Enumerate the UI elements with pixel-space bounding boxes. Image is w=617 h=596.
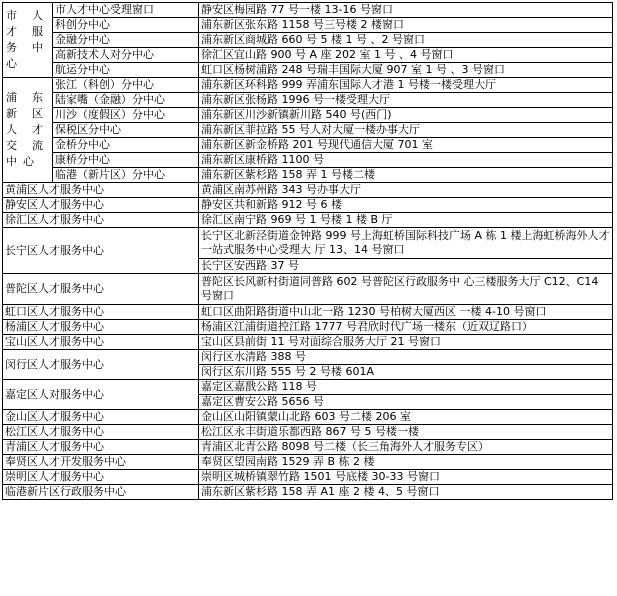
branch-name: 科创分中心 — [53, 18, 199, 33]
table-row — [3, 228, 613, 259]
table-row — [3, 48, 613, 63]
center-name: 徐汇区人才服务中心 — [3, 213, 199, 228]
table-row — [3, 274, 613, 305]
branch-name: 张江（科创）分中心 — [53, 78, 199, 93]
center-address: 嘉定区曹安公路 5656 号 — [199, 395, 613, 410]
center-address: 杨浦区江浦街道控江路 1777 号君欣时代广场一楼东（近双辽路口） — [199, 320, 613, 335]
branch-address: 浦东新区张东路 1158 号三号楼 2 楼窗口 — [199, 18, 613, 33]
service-center-table-container — [2, 2, 613, 500]
branch-name: 金融分中心 — [53, 33, 199, 48]
branch-name: 临港（新片区）分中心 — [53, 168, 199, 183]
center-address: 奉贤区望园南路 1529 弄 B 栋 2 楼 — [199, 455, 613, 470]
center-address: 青浦区北青公路 8098 号二楼（长三角海外人才服务专区） — [199, 440, 613, 455]
branch-name: 市人才中心受理窗口 — [53, 3, 199, 18]
branch-address: 浦东新区菲拉路 55 号人对大厦一楼办事大厅 — [199, 123, 613, 138]
table-row — [3, 78, 613, 93]
center-address: 金山区山阳镇蒙山北路 603 号二楼 206 室 — [199, 410, 613, 425]
branch-address: 浦东新区康桥路 1100 号 — [199, 153, 613, 168]
table-row — [3, 455, 613, 470]
center-address: 闵行区水清路 388 号 — [199, 350, 613, 365]
table-row — [3, 320, 613, 335]
center-name: 金山区人才服务中心 — [3, 410, 199, 425]
table-row — [3, 305, 613, 320]
table-row — [3, 198, 613, 213]
center-address: 普陀区长风新村街道同普路 602 号普陀区行政服务中 心三楼服务大厅 C12、C14 号窗口 — [199, 274, 613, 305]
branch-address: 浦东新区紫杉路 158 弄 1 号楼二楼 — [199, 168, 613, 183]
center-address: 嘉定区嘉戬公路 118 号 — [199, 380, 613, 395]
table-row — [3, 138, 613, 153]
group-label: 浦东新区人才交流中心 — [3, 78, 53, 183]
table-row — [3, 425, 613, 440]
center-address: 闵行区东川路 555 号 2 号楼 601A — [199, 365, 613, 380]
center-name: 崇明区人才服务中心 — [3, 470, 199, 485]
branch-address: 静安区梅园路 77 号一楼 13-16 号窗口 — [199, 3, 613, 18]
branch-address: 浦东新区环科路 999 弄浦东国际人才港 1 号楼一楼受理大厅 — [199, 78, 613, 93]
center-name: 虹口区人才服务中心 — [3, 305, 199, 320]
branch-name: 高新技术人对分中心 — [53, 48, 199, 63]
branch-name: 康桥分中心 — [53, 153, 199, 168]
center-name: 嘉定区人对服务中心 — [3, 380, 199, 410]
table-row — [3, 183, 613, 198]
center-name: 临港新片区行政服务中心 — [3, 485, 199, 500]
center-name: 奉贤区人才开发服务中心 — [3, 455, 199, 470]
table-row — [3, 108, 613, 123]
branch-address: 虹口区杨树浦路 248 号瑞丰国际大厦 907 室 1 号 、3 号窗口 — [199, 63, 613, 78]
service-center-table — [2, 2, 613, 500]
table-row — [3, 335, 613, 350]
branch-address: 浦东新区张杨路 1996 号一楼受理大厅 — [199, 93, 613, 108]
center-name: 长宁区人才服务中心 — [3, 228, 199, 274]
table-row — [3, 153, 613, 168]
table-row — [3, 485, 613, 500]
center-name: 普陀区人才服务中心 — [3, 274, 199, 305]
center-address: 长宁区北新泾街道金钟路 999 号上海虹桥国际科技广场 A 栋 1 楼上海虹桥海外人才一站式服务中心受理大 厅 13、14 号窗口 — [199, 228, 613, 259]
center-address: 浦东新区紫杉路 158 弄 A1 座 2 楼 4、5 号窗口 — [199, 485, 613, 500]
table-row — [3, 440, 613, 455]
branch-address: 浦东新区川沙新镇新川路 540 号(西门) — [199, 108, 613, 123]
group-label: 市人才服务中心 — [3, 3, 53, 78]
center-name: 宝山区人才服务中心 — [3, 335, 199, 350]
center-address: 徐汇区南宁路 969 号 1 号楼 1 楼 B 厅 — [199, 213, 613, 228]
center-name: 松江区人才服务中心 — [3, 425, 199, 440]
branch-address: 浦东新区新金桥路 201 号现代通信大厦 701 室 — [199, 138, 613, 153]
table-row — [3, 410, 613, 425]
table-row — [3, 470, 613, 485]
center-name: 静安区人才服务中心 — [3, 198, 199, 213]
table-row — [3, 213, 613, 228]
table-row — [3, 18, 613, 33]
center-address: 长宁区安西路 37 号 — [199, 259, 613, 274]
table-row — [3, 123, 613, 138]
branch-name: 川沙（度假区）分中心 — [53, 108, 199, 123]
center-address: 黄浦区南苏州路 343 号办事大厅 — [199, 183, 613, 198]
center-address: 崇明区城桥镇翠竹路 1501 号底楼 30-33 号窗口 — [199, 470, 613, 485]
center-address: 宝山区县前街 11 号对面综合服务大厅 21 号窗口 — [199, 335, 613, 350]
table-row — [3, 33, 613, 48]
branch-address: 徐汇区宜山路 900 号 A 座 202 室 1 号 、4 号窗口 — [199, 48, 613, 63]
center-name: 闵行区人才服务中心 — [3, 350, 199, 380]
table-row — [3, 63, 613, 78]
center-address: 松江区永丰街道乐都西路 867 号 5 号楼一楼 — [199, 425, 613, 440]
branch-name: 金桥分中心 — [53, 138, 199, 153]
center-address: 静安区共和新路 912 号 6 楼 — [199, 198, 613, 213]
branch-address: 浦东新区商城路 660 号 5 楼 1 号 、2 号窗口 — [199, 33, 613, 48]
table-row — [3, 168, 613, 183]
table-row — [3, 380, 613, 395]
center-address: 虹口区曲阳路街道中山北一路 1230 号柏树大厦西区 一楼 4-10 号窗口 — [199, 305, 613, 320]
table-row — [3, 93, 613, 108]
center-name: 青浦区人才服务中心 — [3, 440, 199, 455]
center-name: 黄浦区人才服务中心 — [3, 183, 199, 198]
branch-name: 航运分中心 — [53, 63, 199, 78]
center-name: 杨浦区人才服务中心 — [3, 320, 199, 335]
branch-name: 陆家嘴（金融）分中心 — [53, 93, 199, 108]
table-row — [3, 350, 613, 365]
branch-name: 保税区分中心 — [53, 123, 199, 138]
table-row — [3, 3, 613, 18]
